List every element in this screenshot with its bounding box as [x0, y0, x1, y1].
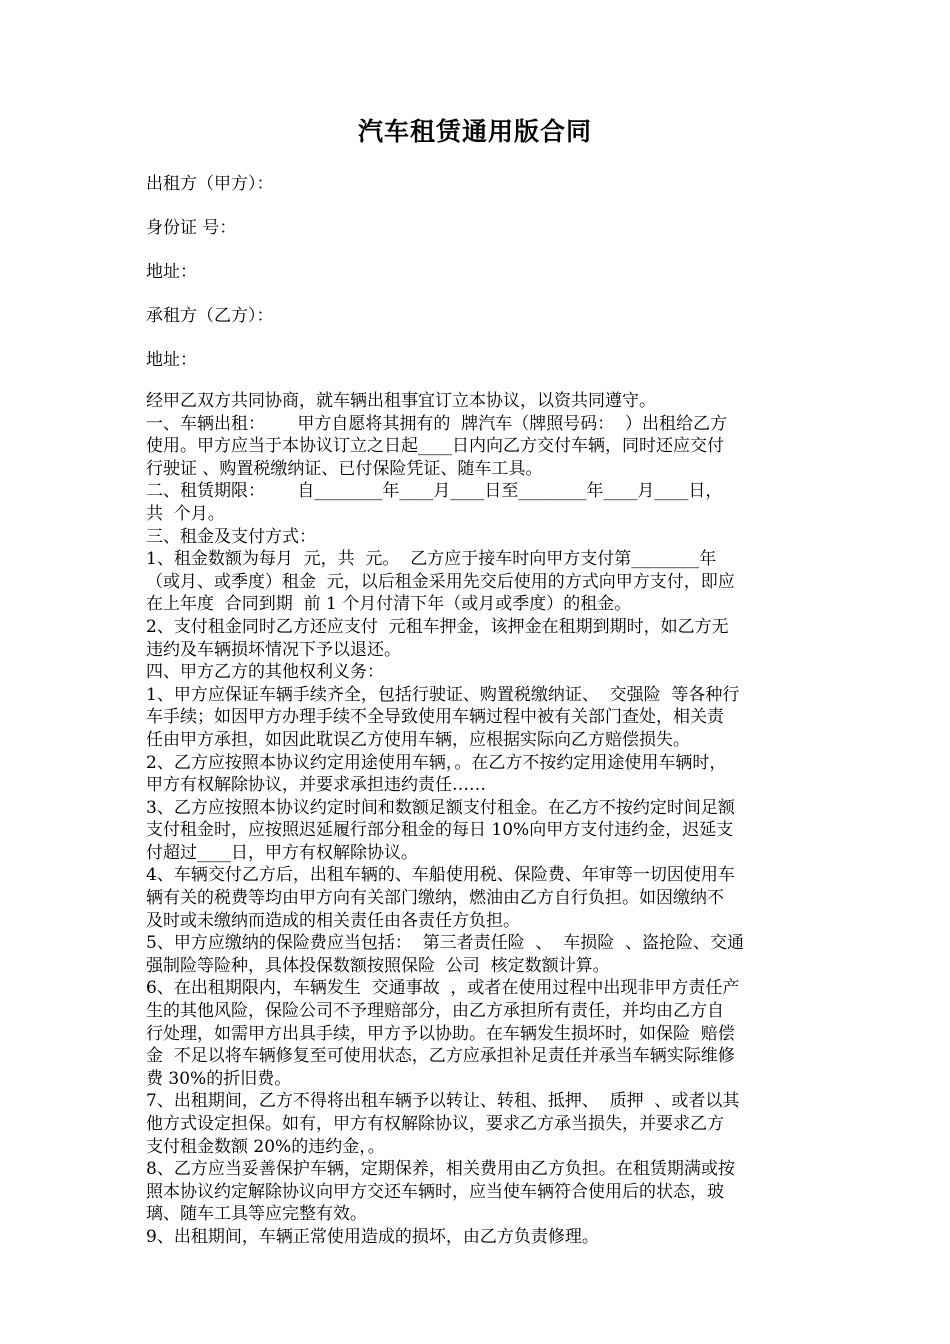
contract-line: 2、乙方应按照本协议约定用途使用车辆，。在乙方不按约定用途使用车辆时，	[146, 752, 727, 773]
contract-line: 违约及车辆损坏情况下予以退还。	[146, 639, 401, 660]
contract-line: 6、在出租期限内，车辆发生 交通事故 ，或者在使用过程中出现非甲方责任产	[146, 978, 740, 999]
contract-line: 行驶证 、购置税缴纳证、已付保险凭证、随车工具。	[146, 458, 543, 479]
contract-line: 8、乙方应当妥善保护车辆，定期保养，相关费用由乙方负担。在租赁期满或按	[146, 1159, 735, 1180]
lessor-address-field: 地址：	[146, 262, 197, 282]
contract-line: 使用。甲方应当于本协议订立之日起____日内向乙方交付车辆，同时还应交付	[146, 436, 724, 457]
lessee-address-field: 地址：	[146, 350, 197, 370]
contract-line: 5、甲方应缴纳的保险费应当包括： 第三者责任险 、 车损险 、盗抢险、交通	[146, 933, 745, 954]
lessee-field: 承租方（乙方）：	[146, 306, 274, 326]
contract-line: 璃、随车工具等应完整有效。	[146, 1204, 367, 1225]
contract-line: 4、车辆交付乙方后，出租车辆的、车船使用税、保险费、年审等一切因使用车	[146, 865, 735, 886]
contract-line: 2、支付租金同时乙方还应支付 元租车押金，该押金在租期到期时，如乙方无	[146, 616, 729, 637]
contract-line: 行处理，如需甲方出具手续，甲方予以协助。在车辆发生损坏时，如保险 赔偿	[146, 1023, 735, 1044]
contract-line: 一、车辆出租： 甲方自愿将其拥有的 牌汽车（牌照号码： ）出租给乙方	[146, 413, 728, 434]
contract-line: 9、出租期间，车辆正常使用造成的损坏，由乙方负责修理。	[146, 1226, 599, 1247]
contract-line: 金 不足以将车辆修复至可使用状态，乙方应承担补足责任并承当车辆实际维修	[146, 1046, 735, 1067]
contract-line: 共 个月。	[146, 503, 225, 524]
contract-line: 1、甲方应保证车辆手续齐全，包括行驶证、购置税缴纳证、 交强险 等各种行	[146, 684, 740, 705]
document-title: 汽车租赁通用版合同	[357, 117, 592, 146]
contract-line: 经甲乙双方共同协商，就车辆出租事宜订立本协议，以资共同遵守。	[146, 391, 656, 411]
contract-body	[146, 390, 814, 1249]
contract-line: 1、租金数额为每月 元，共 元。 乙方应于接车时向甲方支付第________年	[146, 549, 717, 570]
contract-line: 车手续；如因甲方办理手续不全导致使用车辆过程中被有关部门查处，相关责	[146, 707, 724, 728]
contract-line: 支付租金时，应按照迟延履行部分租金的每日 10%向甲方支付违约金，迟延支	[146, 820, 734, 841]
contract-line: 甲方有权解除协议，并要求承担违约责任……	[146, 775, 486, 796]
contract-line: 三、租金及支付方式：	[146, 526, 316, 547]
contract-line: 生的其他风险，保险公司不予理赔部分，由乙方承担所有责任，并均由乙方自	[146, 1001, 724, 1022]
contract-line: 任由甲方承担，如因此耽误乙方使用车辆，应根据实际向乙方赔偿损失。	[146, 729, 690, 750]
lessor-field: 出租方（甲方）：	[146, 174, 274, 194]
contract-line: 3、乙方应按照本协议约定时间和数额足额支付租金。在乙方不按约定时间足额	[146, 797, 735, 818]
contract-line: 辆有关的税费等均由甲方向有关部门缴纳，燃油由乙方自行负担。如因缴纳不	[146, 888, 724, 909]
contract-line: 7、出租期间，乙方不得将出租车辆予以转让、转租、抵押、 质押 、或者以其	[146, 1091, 740, 1112]
contract-line: 强制险等险种，具体投保数额按照保险 公司 核定数额计算。	[146, 955, 610, 976]
contract-line: 费 30%的折旧费。	[146, 1068, 292, 1089]
contract-line: 支付租金数额 20%的违约金，。	[146, 1136, 385, 1157]
contract-line: 及时或未缴纳而造成的相关责任由各责任方负担。	[146, 910, 520, 931]
contract-line: （或月、或季度）租金 元，以后租金采用先交后使用的方式向甲方支付，即应	[146, 571, 735, 592]
contract-line: 四、甲方乙方的其他权利义务：	[146, 662, 384, 683]
contract-line: 他方式设定担保。如有，甲方有权解除协议，要求乙方承当损失，并要求乙方	[146, 1114, 724, 1134]
contract-line: 照本协议约定解除协议向甲方交还车辆时，应当使车辆符合使用后的状态，玻	[146, 1181, 724, 1202]
contract-line: 付超过____日，甲方有权解除协议。	[146, 842, 418, 863]
id-number-field: 身份证 号：	[146, 218, 237, 238]
contract-line: 在上年度 合同到期 前 1 个月付清下年（或月或季度）的租金。	[146, 594, 632, 615]
contract-line: 二、租赁期限： 自________年____月____日至________年____月____日，	[146, 481, 723, 502]
